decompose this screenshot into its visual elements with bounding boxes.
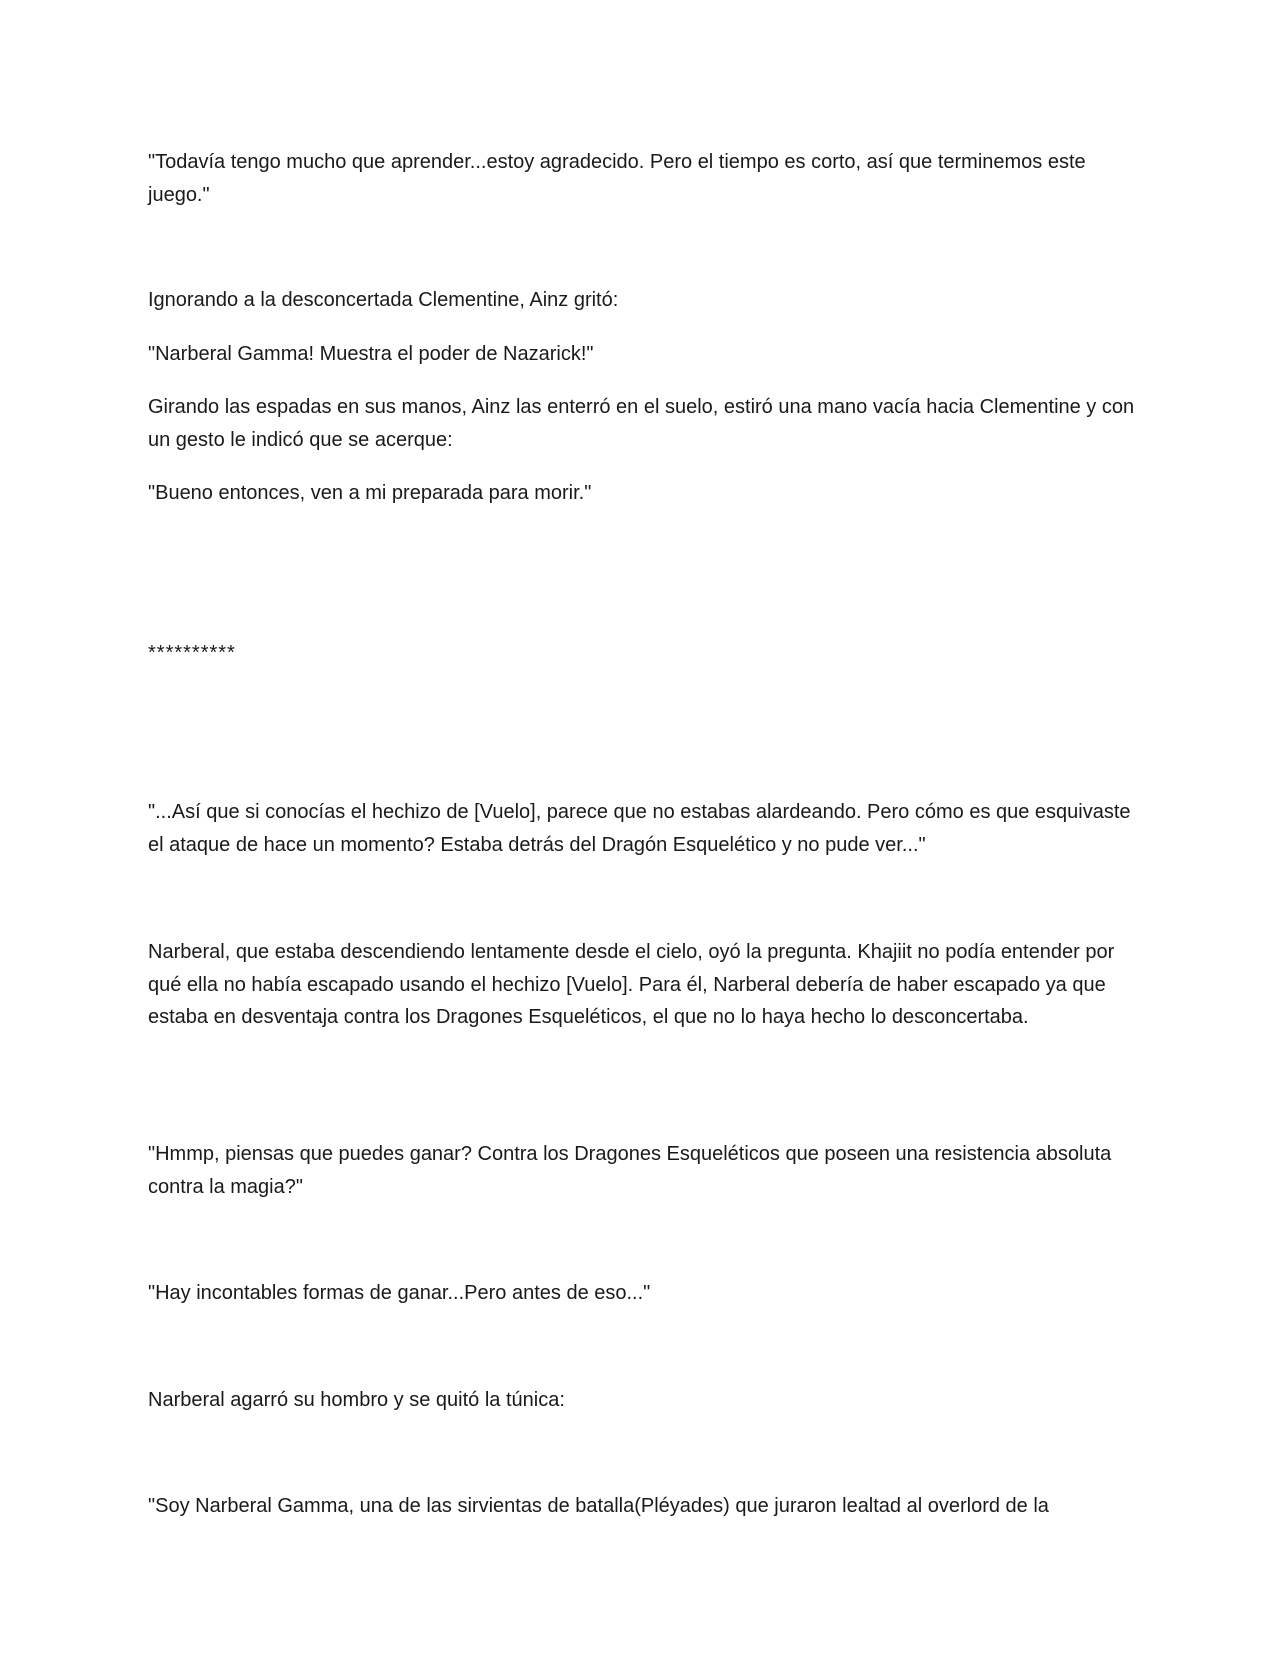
- paragraph-3: "Narberal Gamma! Muestra el poder de Nazarick!": [148, 343, 594, 365]
- paragraph-7: Narberal, que estaba descendiendo lentamente desde el cielo, oyó la pregunta. Khajiit no podía entender por qué ella no había escapado usando el hechizo [Vuelo]. Para él, Narberal debería de haber escapado ya que estaba en desventaja contra los Dragones Esqueléticos, el que no lo haya hecho lo desconcertaba.: [148, 941, 1115, 1028]
- paragraph-10: Narberal agarró su hombro y se quitó la túnica:: [148, 1389, 565, 1411]
- paragraph-11: "Soy Narberal Gamma, una de las sirvientas de batalla(Pléyades) que juraron lealtad al overlord de la: [148, 1495, 1049, 1517]
- paragraph-2: Ignorando a la desconcertada Clementine, Ainz gritó:: [148, 289, 619, 311]
- paragraph-5: "Bueno entonces, ven a mi preparada para morir.": [148, 482, 592, 504]
- paragraph-4: Girando las espadas en sus manos, Ainz las enterró en el suelo, estiró una mano vacía hacia Clementine y con un gesto le indicó que se acerque:: [148, 396, 1135, 451]
- paragraph-6: "...Así que si conocías el hechizo de [Vuelo], parece que no estabas alardeando. Pero cómo es que esquivaste el ataque de hace un momento? Estaba detrás del Dragón Esquelético y no pude ver...": [148, 801, 1131, 856]
- paragraph-9: "Hay incontables formas de ganar...Pero antes de eso...": [148, 1282, 651, 1304]
- scene-separator: **********: [148, 642, 236, 664]
- paragraph-8: "Hmmp, piensas que puedes ganar? Contra los Dragones Esqueléticos que poseen una resistencia absoluta contra la magia?": [148, 1143, 1112, 1198]
- paragraph-1: "Todavía tengo mucho que aprender...estoy agradecido. Pero el tiempo es corto, así que terminemos este juego.": [148, 151, 1086, 206]
